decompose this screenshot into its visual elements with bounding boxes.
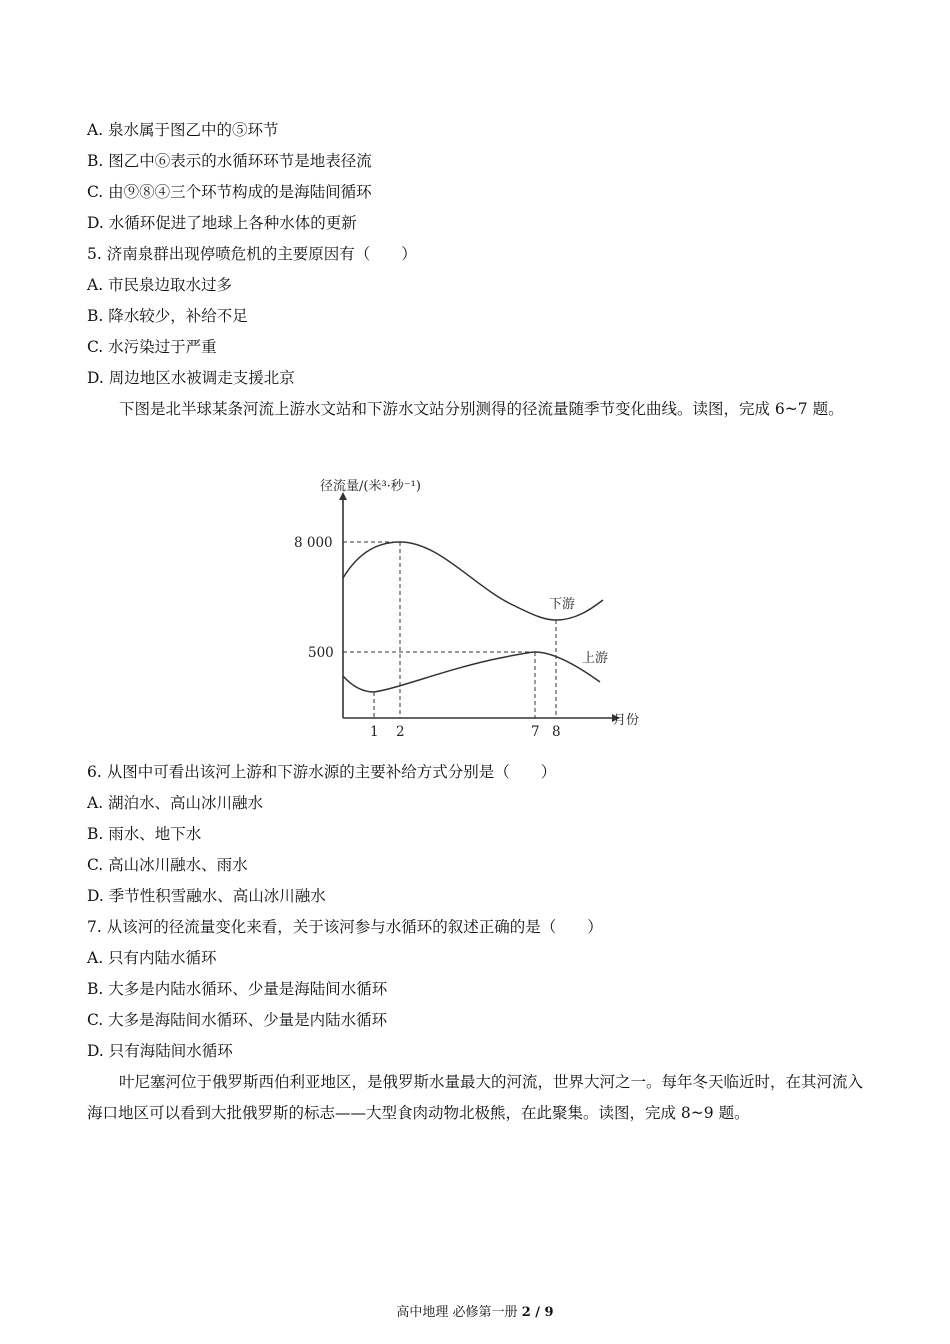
q4-option-d: D. 水循环促进了地球上各种水体的更新 bbox=[87, 214, 357, 232]
footer-text: 高中地理 必修第一册 bbox=[396, 1305, 518, 1320]
q4-option-b: B. 图乙中⑥表示的水循环环节是地表径流 bbox=[87, 152, 372, 170]
q4-option-c: C. 由⑨⑧④三个环节构成的是海陆间循环 bbox=[87, 183, 372, 201]
q5-option-a: A. 市民泉边取水过多 bbox=[87, 276, 233, 294]
q6-stem: 6. 从图中可看出该河上游和下游水源的主要补给方式分别是（ ） bbox=[87, 763, 557, 781]
runoff-chart bbox=[290, 468, 650, 748]
intro-paragraph-6-7: 下图是北半球某条河流上游水文站和下游水文站分别测得的径流量随季节变化曲线。读图，完成 6~7 题。 bbox=[119, 400, 844, 418]
q6-option-c: C. 高山冰川融水、雨水 bbox=[87, 856, 248, 874]
x-axis-label: 月份 bbox=[613, 713, 640, 728]
q7-option-c: C. 大多是海陆间水循环、少量是内陆水循环 bbox=[87, 1011, 388, 1029]
series-upstream-line bbox=[343, 652, 600, 692]
y-axis-label: 径流量/(米³·秒⁻¹) bbox=[320, 479, 421, 494]
q5-option-b: B. 降水较少，补给不足 bbox=[87, 307, 248, 325]
x-tick-2: 2 bbox=[396, 724, 405, 740]
y-tick-500: 500 bbox=[308, 645, 334, 661]
q5-stem: 5. 济南泉群出现停喷危机的主要原因有（ ） bbox=[87, 245, 417, 263]
q7-option-d: D. 只有海陆间水循环 bbox=[87, 1042, 233, 1060]
q4-option-a: A. 泉水属于图乙中的⑤环节 bbox=[87, 121, 279, 139]
series-label-upstream: 上游 bbox=[582, 651, 609, 666]
page-number: 2 / 9 bbox=[521, 1305, 554, 1320]
intro-paragraph-8-9: 叶尼塞河位于俄罗斯西伯利亚地区，是俄罗斯水量最大的河流，世界大河之一。每年冬天临近时，在其河流入海口地区可以看到大批俄罗斯的标志——大型食肉动物北极熊，在此聚集。读图，完成 8~9 题。 bbox=[87, 1073, 864, 1122]
page-footer bbox=[0, 1304, 950, 1322]
y-tick-8000: 8 000 bbox=[294, 535, 333, 551]
series-label-downstream: 下游 bbox=[549, 597, 576, 612]
q6-option-a: A. 湖泊水、高山冰川融水 bbox=[87, 794, 264, 812]
q7-stem: 7. 从该河的径流量变化来看，关于该河参与水循环的叙述正确的是（ ） bbox=[87, 918, 603, 936]
x-tick-8: 8 bbox=[552, 724, 561, 740]
x-tick-1: 1 bbox=[370, 724, 379, 740]
q5-option-d: D. 周边地区水被调走支援北京 bbox=[87, 369, 295, 387]
q6-option-b: B. 雨水、地下水 bbox=[87, 825, 202, 843]
q7-option-b: B. 大多是内陆水循环、少量是海陆间水循环 bbox=[87, 980, 388, 998]
q7-option-a: A. 只有内陆水循环 bbox=[87, 949, 217, 967]
x-tick-7: 7 bbox=[531, 724, 540, 740]
q5-option-c: C. 水污染过于严重 bbox=[87, 338, 217, 356]
q6-option-d: D. 季节性积雪融水、高山冰川融水 bbox=[87, 887, 326, 905]
